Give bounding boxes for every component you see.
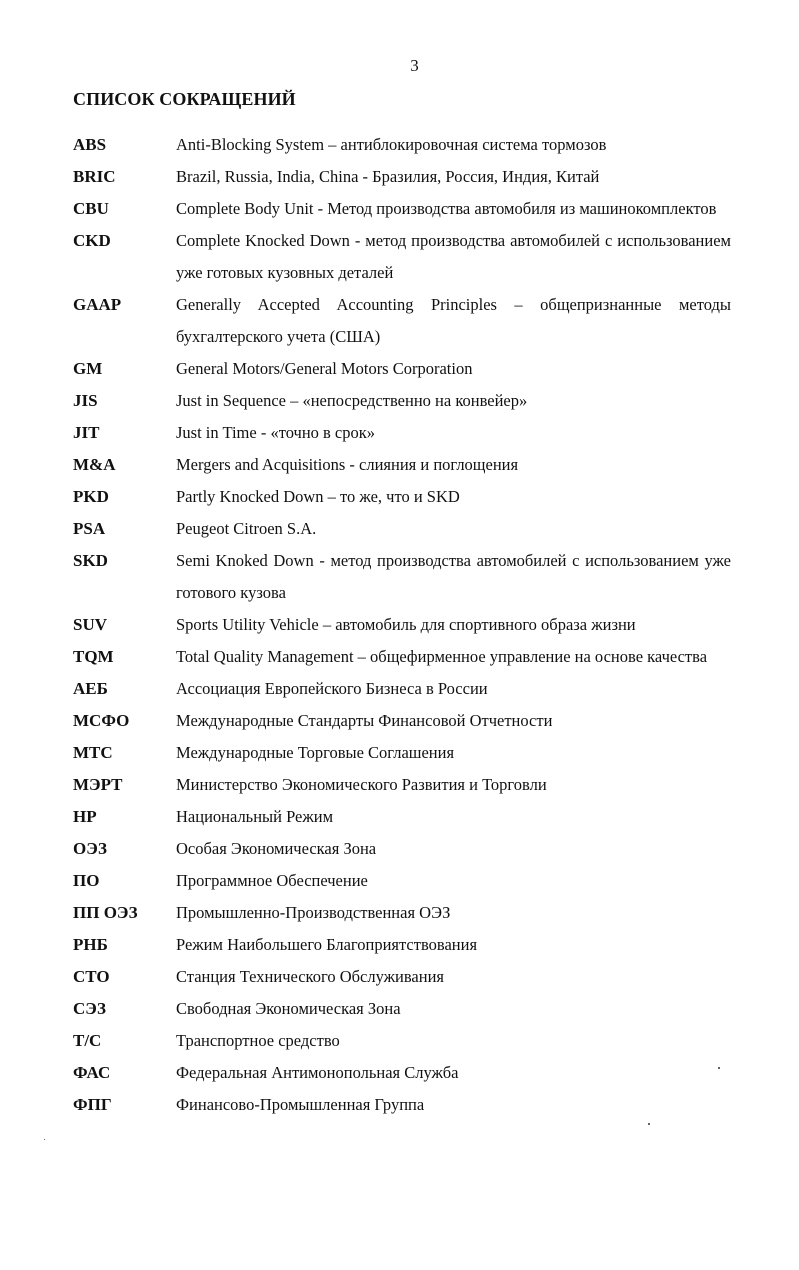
abbreviation-definition: Федеральная Антимонопольная Служба	[176, 1063, 459, 1082]
abbreviation-term: CKD	[73, 231, 111, 250]
abbreviation-definition: Complete Body Unit - Метод производства автомобиля из машинокомплектов	[176, 199, 717, 218]
abbreviation-definition: Национальный Режим	[176, 807, 334, 826]
abbreviation-term: ФПГ	[73, 1095, 112, 1114]
abbreviation-term: РНБ	[73, 935, 108, 954]
abbreviation-definition: Complete Knocked Down - метод производства автомобилей с использованием уже готовых кузовных деталей	[176, 231, 731, 282]
abbreviation-row	[73, 801, 731, 833]
abbreviation-term: ФАС	[73, 1063, 111, 1082]
abbreviation-row	[73, 769, 731, 801]
abbreviation-row	[73, 641, 731, 673]
abbreviation-definition: Partly Knocked Down – то же, что и SKD	[176, 487, 460, 506]
abbreviation-row	[73, 417, 731, 449]
abbreviation-term: СТО	[73, 967, 110, 986]
abbreviation-row	[73, 1057, 731, 1089]
abbreviation-term: ПО	[73, 871, 100, 890]
abbreviation-definition: Международные Стандарты Финансовой Отчетности	[176, 711, 553, 730]
abbreviation-definition: Министерство Экономического Развития и Торговли	[176, 775, 547, 794]
abbreviation-term: Т/С	[73, 1031, 102, 1050]
abbreviation-row	[73, 961, 731, 993]
abbreviation-definition: Станция Технического Обслуживания	[176, 967, 444, 986]
abbreviation-row	[73, 609, 731, 641]
abbreviation-term: JIS	[73, 391, 98, 410]
abbreviation-term: SKD	[73, 551, 108, 570]
abbreviation-definition: Just in Sequence – «непосредственно на конвейер»	[176, 391, 528, 410]
abbreviation-term: GM	[73, 359, 103, 378]
abbreviation-term: M&A	[73, 455, 116, 474]
abbreviation-row	[73, 673, 731, 705]
abbreviation-definition: Sports Utility Vehicle – автомобиль для спортивного образа жизни	[176, 615, 636, 634]
abbreviation-definition: Semi Knoked Down - метод производства автомобилей с использованием уже готового кузова	[176, 551, 731, 602]
abbreviation-row	[73, 289, 731, 353]
abbreviation-row	[73, 353, 731, 385]
abbreviation-row	[73, 193, 731, 225]
abbreviation-term: НР	[73, 807, 97, 826]
abbreviation-term: BRIC	[73, 167, 116, 186]
abbreviation-definition: Международные Торговые Соглашения	[176, 743, 455, 762]
abbreviation-term: JIT	[73, 423, 100, 442]
abbreviation-row	[73, 481, 731, 513]
abbreviation-row	[73, 1025, 731, 1057]
abbreviation-row	[73, 865, 731, 897]
abbreviation-row	[73, 1089, 731, 1121]
abbreviation-row	[73, 225, 731, 289]
abbreviation-definition: Программное Обеспечение	[176, 871, 368, 890]
abbreviation-row	[73, 129, 731, 161]
abbreviation-list	[73, 129, 731, 1121]
abbreviation-definition: General Motors/General Motors Corporation	[176, 359, 473, 378]
abbreviation-row	[73, 929, 731, 961]
abbreviation-term: ОЭЗ	[73, 839, 107, 858]
abbreviation-definition: Mergers and Acquisitions - слияния и поглощения	[176, 455, 519, 474]
abbreviation-definition: Ассоциация Европейского Бизнеса в России	[176, 679, 488, 698]
abbreviation-definition: Generally Accepted Accounting Principles – общепризнанные методы бухгалтерского учета (США)	[176, 295, 731, 346]
abbreviation-term: SUV	[73, 615, 108, 634]
abbreviation-row	[73, 161, 731, 193]
abbreviation-term: PSA	[73, 519, 106, 538]
abbreviation-row	[73, 993, 731, 1025]
abbreviation-definition: Anti-Blocking System – антиблокировочная система тормозов	[176, 135, 607, 154]
abbreviation-term: АЕБ	[73, 679, 108, 698]
abbreviation-term: TQM	[73, 647, 114, 666]
abbreviation-definition: Just in Time - «точно в срок»	[176, 423, 376, 442]
scan-speck	[648, 1123, 650, 1125]
abbreviation-term: GAAP	[73, 295, 122, 314]
abbreviation-term: МСФО	[73, 711, 130, 730]
abbreviation-definition: Финансово-Промышленная Группа	[176, 1095, 425, 1114]
abbreviation-definition: Brazil, Russia, India, China - Бразилия, Россия, Индия, Китай	[176, 167, 600, 186]
abbreviation-row	[73, 833, 731, 865]
abbreviation-definition: Свободная Экономическая Зона	[176, 999, 401, 1018]
abbreviation-definition: Peugeot Citroen S.A.	[176, 519, 317, 538]
abbreviation-row	[73, 737, 731, 769]
scan-speck	[718, 1067, 720, 1069]
abbreviation-row	[73, 545, 731, 609]
abbreviation-row	[73, 449, 731, 481]
abbreviation-row	[73, 513, 731, 545]
abbreviation-term: CBU	[73, 199, 109, 218]
abbreviation-definition: Промышленно-Производственная ОЭЗ	[176, 903, 451, 922]
abbreviation-row	[73, 705, 731, 737]
abbreviation-term: СЭЗ	[73, 999, 106, 1018]
abbreviation-term: МТС	[73, 743, 113, 762]
scan-speck	[44, 1139, 45, 1140]
abbreviation-definition: Особая Экономическая Зона	[176, 839, 377, 858]
page-title: СПИСОК СОКРАЩЕНИЙ	[73, 89, 296, 109]
abbreviation-row	[73, 897, 731, 929]
page-number: 3	[410, 56, 419, 75]
abbreviation-term: ПП ОЭЗ	[73, 903, 138, 922]
abbreviation-row	[73, 385, 731, 417]
abbreviation-definition: Транспортное средство	[176, 1031, 340, 1050]
abbreviation-term: PKD	[73, 487, 109, 506]
abbreviation-term: ABS	[73, 135, 107, 154]
abbreviation-term: МЭРТ	[73, 775, 123, 794]
abbreviation-definition: Режим Наибольшего Благоприятствования	[176, 935, 478, 954]
abbreviation-definition: Total Quality Management – общефирменное управление на основе качества	[176, 647, 708, 666]
